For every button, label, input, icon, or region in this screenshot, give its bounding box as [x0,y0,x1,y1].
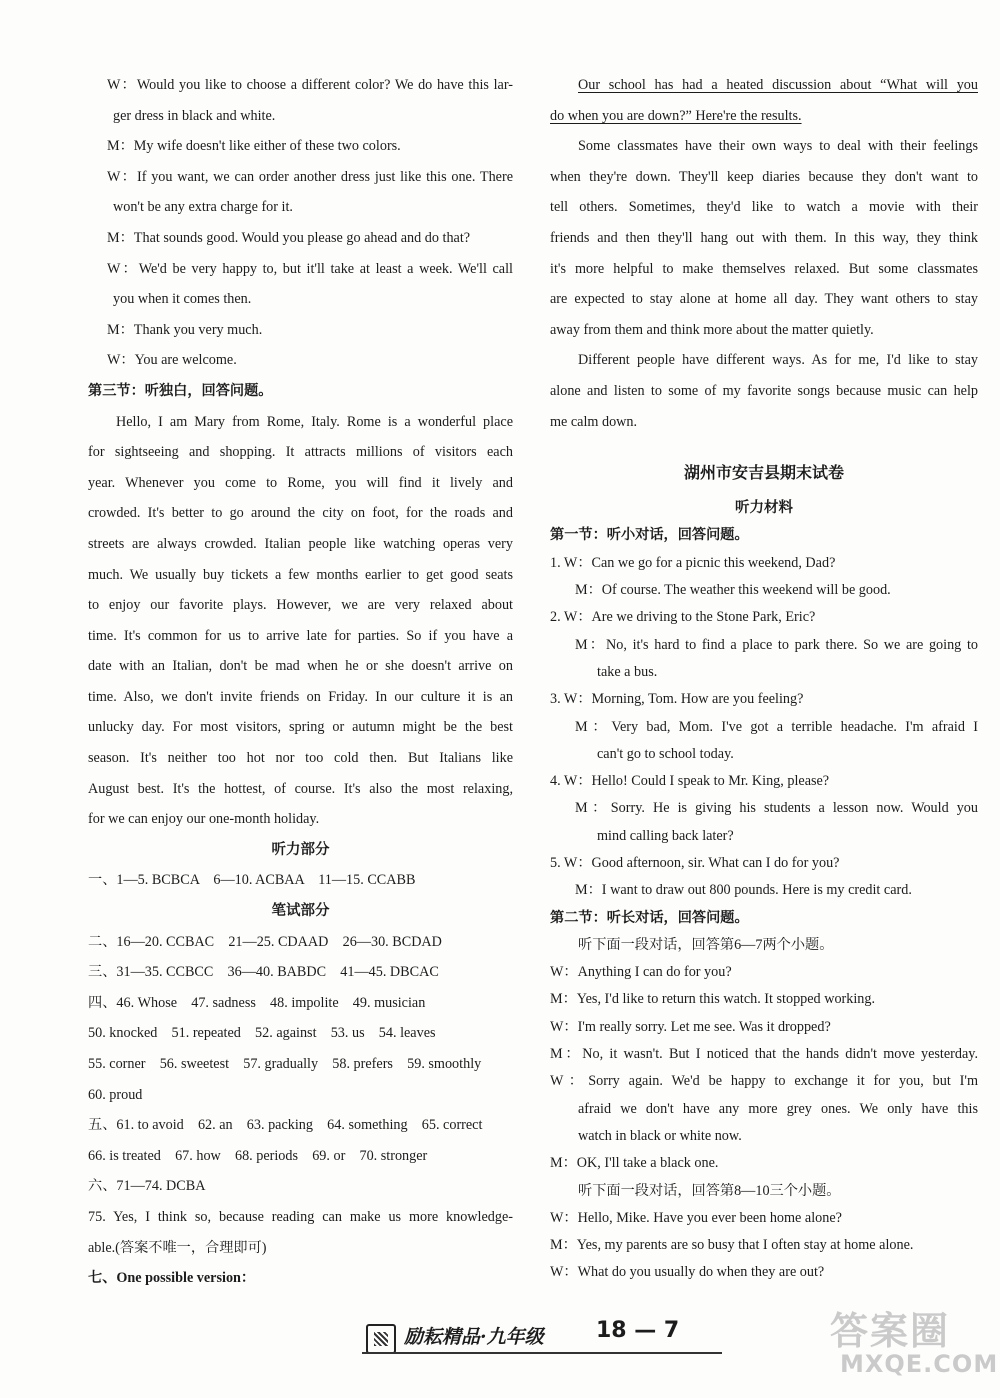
right-column-line: M：Of course. The weather this weekend will be good. [575,582,891,599]
left-column-line: 五、61. to avoid 62. an 63. packing 64. something 65. correct [88,1117,483,1134]
left-column-line: you when it comes then. [113,291,252,308]
right-column-line: W：What do you usually do when they are out? [550,1264,825,1281]
left-column-line: 笔试部分 [271,903,330,920]
publisher-logo-icon [366,1324,396,1354]
right-column-line: W：Sorry again. We'd be happy to exchange it for you, but I'm [550,1073,978,1090]
right-column-line: 第一节：听小对话，回答问题。 [550,527,749,544]
left-column-line: 六、71—74. DCBA [88,1178,206,1195]
right-column-line: afraid we don't have any more grey ones. We only have this [578,1100,978,1117]
right-column-line: tell others. Sometimes, they'd like to watch a movie with their [550,199,978,216]
right-column-line: Different people have different ways. As for me, I'd like to stay [578,352,978,369]
left-column-line: W：We'd be very happy to, but it'll take at least a week. We'll call [107,260,513,277]
right-column-line: can't go to school today. [597,745,734,762]
book-title: 励耘精品·九年级 [404,1326,544,1348]
left-column-line: 二、16—20. CCBAC 21—25. CDAAD 26—30. BCDAD [88,933,442,950]
right-column-line: 2. W：Are we driving to the Stone Park, Eric? [550,609,816,626]
right-column-line: 听下面一段对话，回答第8—10三个小题。 [578,1182,841,1199]
right-column-line: 湖州市安吉县期末试卷 [683,463,844,483]
right-column-line: M：Yes, I'd like to return this watch. It stopped working. [550,991,876,1008]
left-column-line: ger dress in black and white. [113,107,276,124]
right-column-line: M：No, it's hard to find a place to park there. So we are going to [575,636,978,653]
left-column-line: unlucky day. For most visitors, spring or autumn might be the best [88,719,513,736]
left-column-line: season. It's neither too hot nor too cold then. But Italians like [88,750,513,767]
left-column-line: 一、1—5. BCBCA 6—10. ACBAA 11—15. CCABB [88,872,416,889]
left-column-line: for sightseeing and shopping. It attracts millions of visitors each [88,444,513,461]
page-number: 18 — 7 [596,1318,680,1343]
right-column-line: take a bus. [597,663,658,680]
left-column-line: M：My wife doesn't like either of these two colors. [107,138,401,155]
left-column-line: for we can enjoy our one-month holiday. [88,811,320,828]
watermark-url: MXQE.COM [840,1350,999,1378]
right-column-line: me calm down. [550,413,638,430]
right-column-line: 听下面一段对话，回答第6—7两个小题。 [578,936,834,953]
right-column-line: W：Hello, Mike. Have you ever been home alone? [550,1209,842,1226]
left-column-line: 55. corner 56. sweetest 57. gradually 58. prefers 59. smoothly [88,1056,482,1072]
right-column-line: W：I'm really sorry. Let me see. Was it dropped? [550,1018,831,1035]
left-column-line: time. It's common for us to arrive late for parties. So if you have a [88,627,513,644]
left-column-line: 第三节：听独白，回答问题。 [88,382,273,399]
watermark-text: 答案圈 [830,1309,951,1353]
right-column-line: M：No, it wasn't. But I noticed that the hands didn't move yesterday. [550,1046,978,1063]
left-column-line: 50. knocked 51. repeated 52. against 53. us 54. leaves [88,1025,436,1042]
right-column-line: Our school has had a heated discussion about “What will you [578,77,978,93]
left-column-line: 四、46. Whose 47. sadness 48. impolite 49. musician [88,994,426,1011]
left-column-line: 75. Yes, I think so, because reading can make us more knowledge- [88,1208,513,1225]
left-column-line: able.(答案不唯一，合理即可) [88,1239,267,1256]
right-column-line: W：Anything I can do for you? [550,964,732,981]
left-column-line: 听力部分 [271,841,330,858]
right-column-line: are expected to stay alone at home all day. They want others to stay [550,291,978,308]
right-column-line: away from them and think more about the matter quietly. [550,321,874,338]
right-column [550,70,978,1287]
right-column-line: M：Very bad, Mom. I've got a terrible headache. I'm afraid I [575,718,978,735]
right-column-line: 1. W：Can we go for a picnic this weekend, Dad? [550,554,836,571]
right-column-line: do when you are down?” Here're the results. [550,107,802,124]
left-column-line: won't be any extra charge for it. [113,199,293,216]
left-column-line: M：Thank you very much. [107,321,263,338]
left-column-line: year. Whenever you come to Rome, you will find it lively and [88,474,513,491]
left-column-line: crowded. It's better to go around the city on foot, for the roads and [88,505,513,522]
left-column-line: to enjoy our favorite plays. However, we are very relaxed about [88,597,513,614]
right-column-line: 3. W：Morning, Tom. How are you feeling? [550,691,804,708]
left-column-line: much. We usually buy tickets a few months earlier to get good seats [88,566,513,583]
left-column [88,70,513,1294]
right-column-line: Some classmates have their own ways to deal with their feelings [578,138,978,155]
left-column-line: 60. proud [88,1086,143,1103]
footer-rule [362,1352,722,1354]
left-column-line: W：If you want, we can order another dress just like this one. There [107,168,513,185]
left-column-line: 三、31—35. CCBCC 36—40. BABDC 41—45. DBCAC [88,964,439,981]
left-column-line: date with an Italian, don't be mad when he or she doesn't arrive on [88,658,513,675]
right-column-line: 4. W：Hello! Could I speak to Mr. King, please? [550,773,830,790]
right-column-line: it's more helpful to make themselves relaxed. But some classmates [550,260,978,277]
left-column-line: August best. It's the hottest, of course. It's also the most relaxing, [88,780,513,797]
right-column-line: when they're down. They'll keep diaries because they don't want to [550,168,978,185]
right-column-line: watch in black or white now. [578,1127,742,1144]
left-column-line: 七、One possible version： [88,1270,256,1287]
left-column-line: W：Would you like to choose a different color? We do have this lar- [107,77,513,93]
left-column-line: 66. is treated 67. how 68. periods 69. or 70. stronger [88,1147,428,1164]
left-column-line: time. Also, we don't invite friends on Friday. In our culture it is an [88,688,513,705]
right-column-line: friends and then they'll hang out with them. In this way, they think [550,229,978,246]
right-column-line: 5. W：Good afternoon, sir. What can I do for you? [550,854,840,871]
right-column-line: mind calling back later? [597,827,734,844]
right-column-line: 听力材料 [735,500,793,517]
watermark [812,1300,999,1392]
right-column-line: M：I want to draw out 800 pounds. Here is my credit card. [575,882,912,899]
left-column-line: streets are always crowded. Italian people like watching operas very [88,535,513,552]
right-column-line: alone and listen to some of my favorite songs because music can help [550,382,978,399]
right-column-line: M：OK, I'll take a black one. [550,1155,719,1172]
left-column-line: M：That sounds good. Would you please go ahead and do that? [107,229,471,246]
left-column-line: Hello, I am Mary from Rome, Italy. Rome is a wonderful place [116,413,513,430]
right-column-line: M：Yes, my parents are so busy that I often stay at home alone. [550,1237,914,1254]
right-column-line: M：Sorry. He is giving his students a lesson now. Would you [575,800,978,817]
right-column-line: 第二节：听长对话，回答问题。 [550,909,749,926]
left-column-line: W：You are welcome. [107,352,237,369]
